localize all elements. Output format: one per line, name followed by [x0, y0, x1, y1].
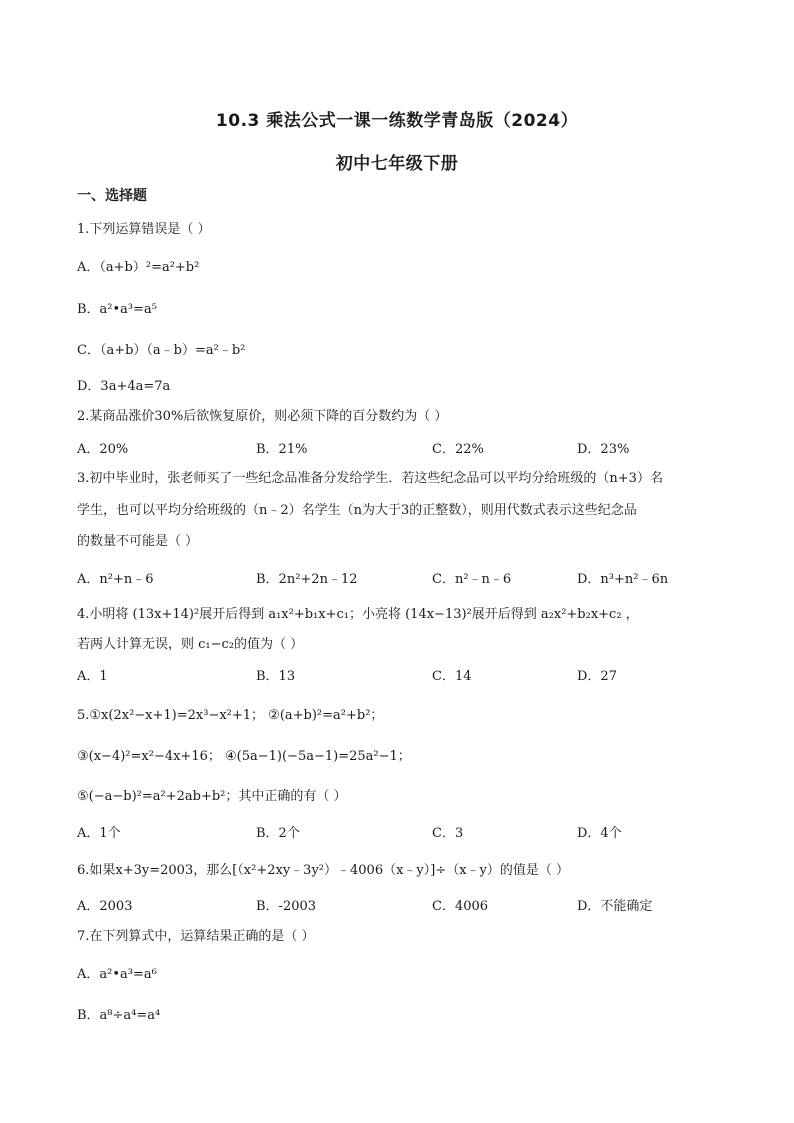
question-7-option-a: A．a²•a³=a⁶ — [77, 967, 157, 982]
question-5-line-2: ③(x−4)²=x²−4x+16； ④(5a−1)(−5a−1)=25a²−1； — [77, 749, 411, 764]
question-5-option-a: A．1个 — [77, 826, 121, 841]
question-4-option-c: C．14 — [432, 669, 472, 684]
question-3-option-c: C．n²﹣n﹣6 — [432, 572, 512, 587]
question-6-option-d: D．不能确定 — [577, 899, 653, 914]
question-4-option-b: B．13 — [256, 669, 296, 684]
question-2-option-a: A．20% — [77, 442, 129, 457]
question-6-option-c: C．4006 — [432, 899, 489, 914]
question-7-option-b: B．a⁸÷a⁴=a⁴ — [77, 1008, 161, 1023]
question-3-option-d: D．n³+n²﹣6n — [577, 572, 669, 587]
question-3-line-1: 3.初中毕业时，张老师买了一些纪念品准备分发给学生．若这些纪念品可以平均分给班级的（n+3）名 — [77, 471, 663, 486]
question-3-line-2: 学生，也可以平均分给班级的（n﹣2）名学生（n为大于3的正整数），则用代数式表示这些纪念品 — [77, 503, 637, 518]
question-3-option-b: B．2n²+2n﹣12 — [256, 572, 358, 587]
document-title: 10.3 乘法公式一课一练数学青岛版（2024） — [215, 111, 579, 131]
section-heading: 一、选择题 — [77, 188, 147, 204]
question-2-option-b: B．21% — [256, 442, 308, 457]
question-6-option-a: A．2003 — [77, 899, 133, 914]
question-5-option-d: D．4个 — [577, 826, 622, 841]
question-1-stem: 1.下列运算错误是（ ） — [77, 222, 211, 237]
question-1-option-a: A．（a+b）²=a²+b² — [77, 260, 200, 275]
document-subtitle: 初中七年级下册 — [335, 154, 459, 174]
question-3-option-a: A．n²+n﹣6 — [77, 572, 154, 587]
question-5-line-1: 5.①x(2x²−x+1)=2x³−x²+1； ②(a+b)²=a²+b²； — [77, 708, 384, 723]
question-3-line-3: 的数量不可能是（ ） — [77, 534, 199, 549]
question-4-option-d: D．27 — [577, 669, 617, 684]
question-2-option-d: D．23% — [577, 442, 630, 457]
question-6-stem: 6.如果x+3y=2003，那么[（x²+2xy﹣3y²）﹣4006（x﹣y）]÷（x﹣y）的值是（ ） — [77, 863, 570, 878]
question-5-option-c: C．3 — [432, 826, 464, 841]
question-4-option-a: A．1 — [77, 669, 108, 684]
question-2-stem: 2.某商品涨价30%后欲恢复原价，则必须下降的百分数约为（ ） — [77, 409, 448, 424]
question-2-option-c: C．22% — [432, 442, 484, 457]
question-5-option-b: B．2个 — [256, 826, 300, 841]
question-5-line-3: ⑤(−a−b)²=a²+2ab+b²；其中正确的有（ ） — [77, 789, 347, 804]
question-7-stem: 7.在下列算式中，运算结果正确的是（ ） — [77, 929, 315, 944]
question-4-line-1: 4.小明将 (13x+14)²展开后得到 a₁x²+b₁x+c₁；小亮将 (14x−13)²展开后得到 a₂x²+b₂x+c₂ ， — [77, 607, 639, 622]
question-6-option-b: B．-2003 — [256, 899, 317, 914]
question-1-option-c: C．（a+b）（a﹣b）=a²﹣b² — [77, 343, 246, 358]
question-4-line-2: 若两人计算无误，则 c₁−c₂的值为（ ） — [77, 637, 304, 652]
question-1-option-d: D．3a+4a=7a — [77, 379, 171, 394]
question-1-option-b: B．a²•a³=a⁵ — [77, 302, 157, 317]
